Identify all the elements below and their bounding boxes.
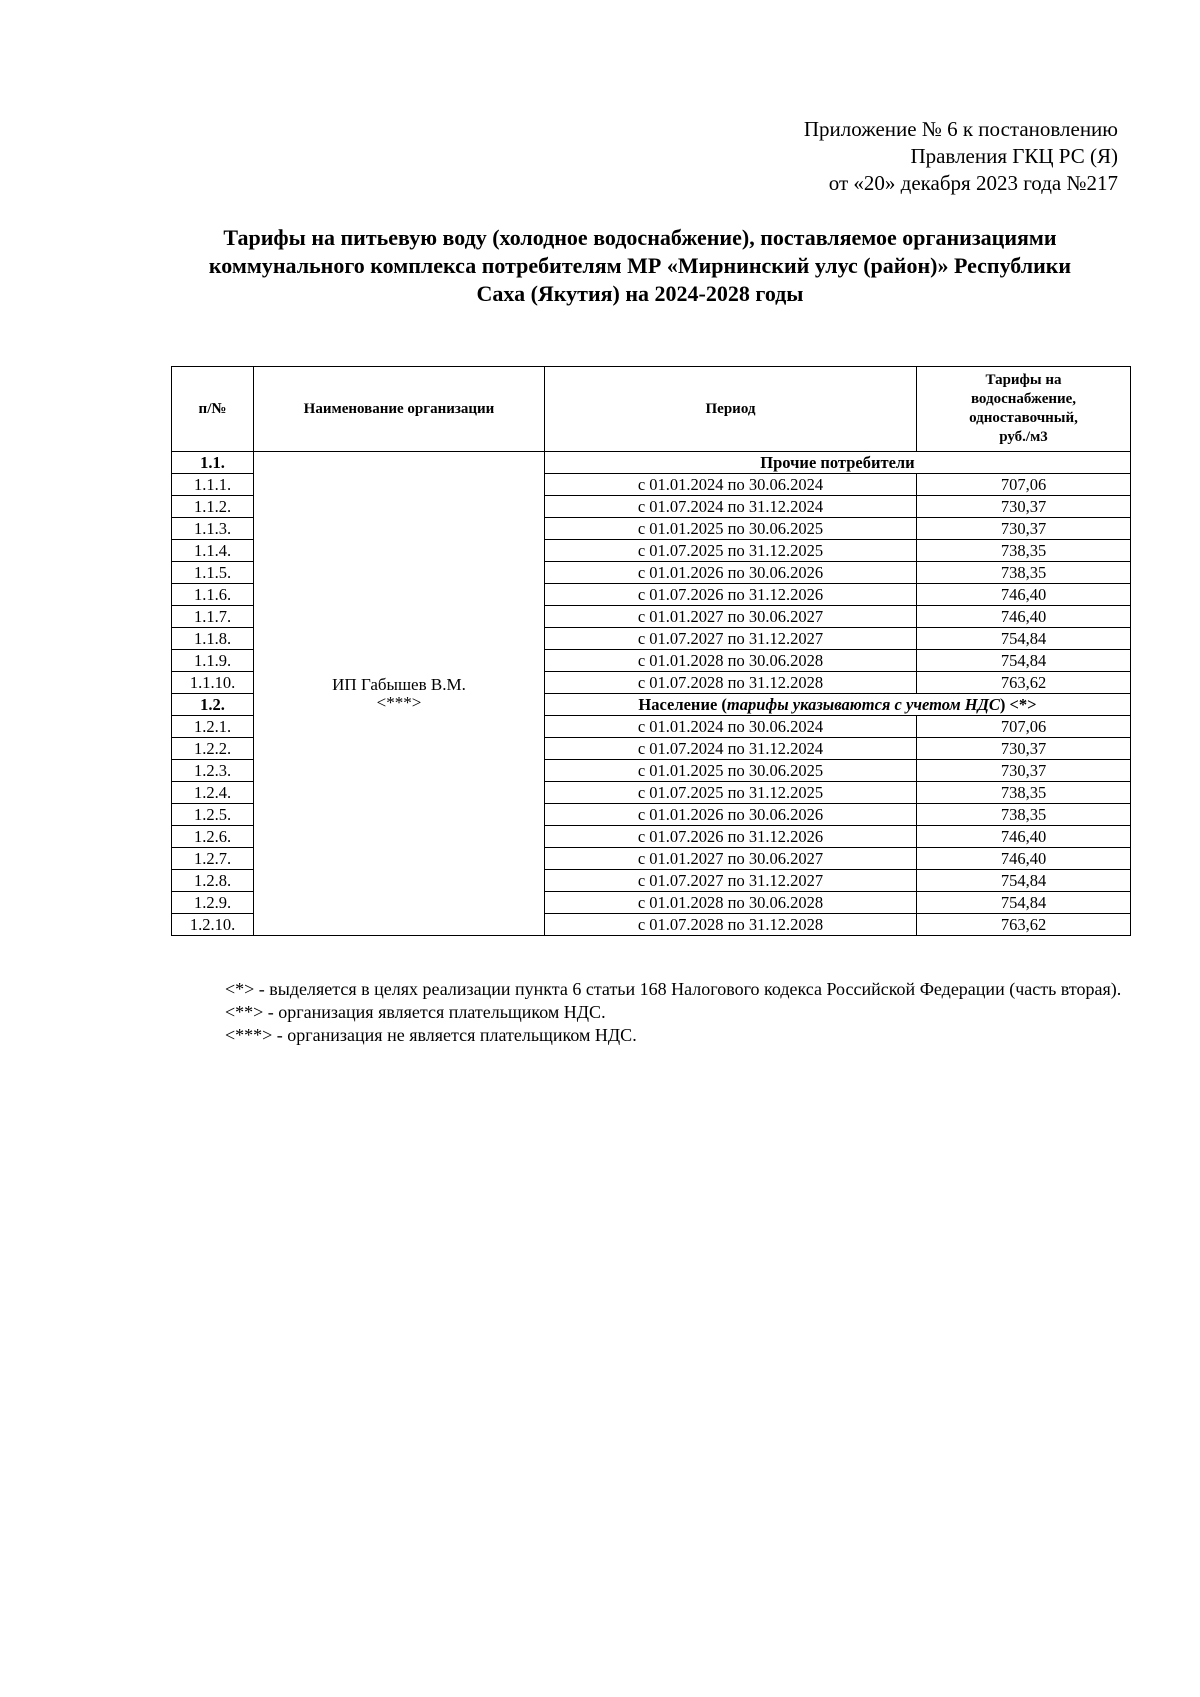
row-period: с 01.07.2024 по 31.12.2024 — [545, 738, 917, 760]
section-label-prefix: Население ( — [638, 694, 727, 714]
row-number: 1.2.1. — [172, 716, 254, 738]
footnotes — [171, 978, 1131, 1047]
row-period: с 01.01.2028 по 30.06.2028 — [545, 650, 917, 672]
row-rate: 754,84 — [917, 870, 1131, 892]
table-header-row — [172, 367, 1131, 452]
title-line-1: Тарифы на питьевую воду (холодное водоснабжение), поставляемое организациями — [223, 225, 1057, 250]
title-line-3: Саха (Якутия) на 2024-2028 годы — [476, 281, 804, 306]
row-number: 1.1.2. — [172, 496, 254, 518]
row-period: с 01.07.2027 по 31.12.2027 — [545, 628, 917, 650]
section-row — [172, 452, 1131, 474]
organization-name: ИП Габышев В.М. — [332, 674, 466, 694]
row-number: 1.1.6. — [172, 584, 254, 606]
section-number: 1.1. — [172, 452, 254, 474]
row-period: с 01.07.2026 по 31.12.2026 — [545, 826, 917, 848]
row-rate: 754,84 — [917, 628, 1131, 650]
header-rate-line-3: одноставочный, — [969, 410, 1078, 426]
row-period: с 01.01.2024 по 30.06.2024 — [545, 474, 917, 496]
row-number: 1.2.3. — [172, 760, 254, 782]
appendix-line-3: от «20» декабря 2023 года №217 — [828, 171, 1118, 195]
row-rate: 746,40 — [917, 826, 1131, 848]
header-rate — [917, 367, 1131, 452]
section-label-suffix: ) <*> — [999, 694, 1037, 714]
row-period: с 01.01.2026 по 30.06.2026 — [545, 804, 917, 826]
row-rate: 763,62 — [917, 914, 1131, 936]
row-rate: 746,40 — [917, 606, 1131, 628]
row-rate: 730,37 — [917, 760, 1131, 782]
row-period: с 01.01.2028 по 30.06.2028 — [545, 892, 917, 914]
row-rate: 707,06 — [917, 716, 1131, 738]
organization-note: <***> — [376, 692, 422, 712]
header-rate-line-2: водоснабжение, — [970, 391, 1077, 407]
row-period: с 01.01.2027 по 30.06.2027 — [545, 606, 917, 628]
row-period: с 01.07.2026 по 31.12.2026 — [545, 584, 917, 606]
row-rate: 754,84 — [917, 650, 1131, 672]
row-period: с 01.01.2027 по 30.06.2027 — [545, 848, 917, 870]
row-number: 1.1.1. — [172, 474, 254, 496]
row-rate: 738,35 — [917, 562, 1131, 584]
row-rate: 746,40 — [917, 848, 1131, 870]
row-number: 1.2.7. — [172, 848, 254, 870]
row-period: с 01.01.2024 по 30.06.2024 — [545, 716, 917, 738]
row-number: 1.1.8. — [172, 628, 254, 650]
section-label-italic: тарифы указываются с учетом НДС — [726, 694, 1000, 714]
row-rate: 730,37 — [917, 738, 1131, 760]
row-number: 1.2.5. — [172, 804, 254, 826]
tariff-table — [171, 366, 1131, 936]
row-number: 1.1.3. — [172, 518, 254, 540]
appendix-header — [804, 116, 1118, 197]
row-period: с 01.07.2028 по 31.12.2028 — [545, 672, 917, 694]
row-period: с 01.07.2028 по 31.12.2028 — [545, 914, 917, 936]
row-number: 1.1.10. — [172, 672, 254, 694]
footnote-1: <*> - выделяется в целях реализации пункта 6 статьи 168 Налогового кодекса Российской Федерации (часть вторая). — [225, 979, 1122, 999]
row-number: 1.1.9. — [172, 650, 254, 672]
header-number: п/№ — [172, 367, 254, 452]
row-rate: 730,37 — [917, 496, 1131, 518]
row-period: с 01.07.2024 по 31.12.2024 — [545, 496, 917, 518]
row-number: 1.1.7. — [172, 606, 254, 628]
row-period: с 01.01.2025 по 30.06.2025 — [545, 518, 917, 540]
row-period: с 01.07.2025 по 31.12.2025 — [545, 540, 917, 562]
header-rate-line-1: Тарифы на — [985, 372, 1062, 388]
footnote-2: <**> - организация является плательщиком НДС. — [225, 1002, 606, 1022]
row-rate: 738,35 — [917, 782, 1131, 804]
section-label — [545, 694, 1131, 716]
row-rate: 746,40 — [917, 584, 1131, 606]
footnote-3: <***> - организация не является плательщиком НДС. — [225, 1025, 637, 1045]
row-period: с 01.01.2026 по 30.06.2026 — [545, 562, 917, 584]
row-period: с 01.07.2025 по 31.12.2025 — [545, 782, 917, 804]
row-rate: 730,37 — [917, 518, 1131, 540]
row-number: 1.2.2. — [172, 738, 254, 760]
section-number: 1.2. — [172, 694, 254, 716]
row-rate: 763,62 — [917, 672, 1131, 694]
row-number: 1.2.9. — [172, 892, 254, 914]
tariff-table-body — [172, 452, 1131, 936]
row-number: 1.1.5. — [172, 562, 254, 584]
row-rate: 754,84 — [917, 892, 1131, 914]
appendix-line-1: Приложение № 6 к постановлению — [803, 117, 1118, 141]
row-number: 1.2.6. — [172, 826, 254, 848]
row-period: с 01.01.2025 по 30.06.2025 — [545, 760, 917, 782]
appendix-line-2: Правления ГКЦ РС (Я) — [910, 144, 1118, 168]
section-label: Прочие потребители — [545, 452, 1131, 474]
row-rate: 738,35 — [917, 804, 1131, 826]
header-organization: Наименование организации — [254, 367, 545, 452]
row-number: 1.2.4. — [172, 782, 254, 804]
row-period: с 01.07.2027 по 31.12.2027 — [545, 870, 917, 892]
header-period: Период — [545, 367, 917, 452]
row-rate: 738,35 — [917, 540, 1131, 562]
organization-cell — [254, 452, 545, 936]
title-line-2: коммунального комплекса потребителям МР «Мирнинский улус (район)» Республики — [208, 253, 1072, 278]
header-rate-line-4: руб./м3 — [999, 429, 1048, 445]
row-number: 1.2.10. — [172, 914, 254, 936]
row-number: 1.1.4. — [172, 540, 254, 562]
row-number: 1.2.8. — [172, 870, 254, 892]
row-rate: 707,06 — [917, 474, 1131, 496]
document-title — [190, 224, 1090, 308]
